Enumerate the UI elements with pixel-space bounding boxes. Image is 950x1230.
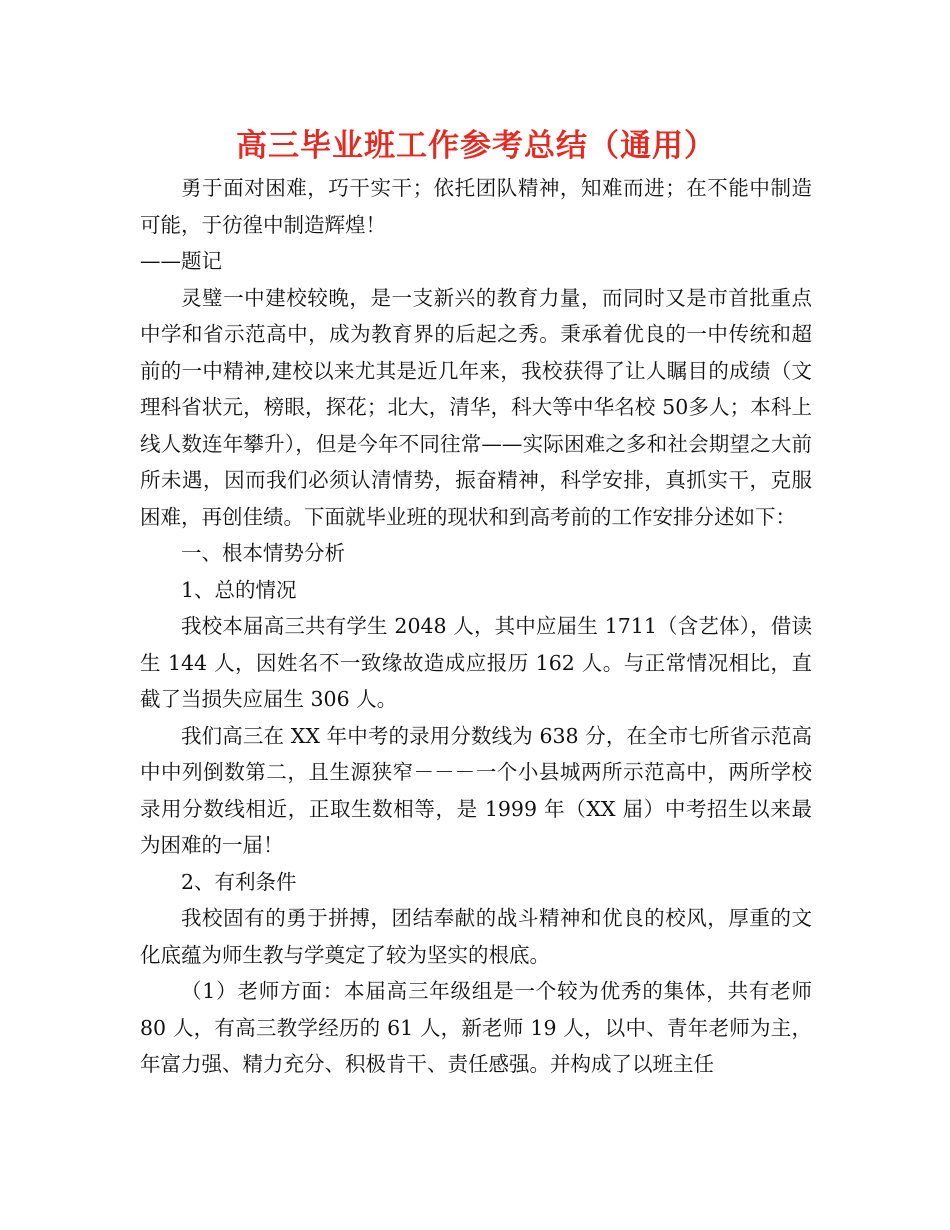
subsection-heading-overall: 1、总的情况	[181, 577, 297, 602]
section-heading-situation: 一、根本情势分析	[181, 541, 345, 565]
document-title: 高三毕业班工作参考总结（通用）	[236, 128, 716, 164]
paragraph-school-spirit: 我校固有的勇于拼搏，团结奉献的战斗精神和优良的校风，厚重的文化底蕴为师生教与学奠定了较为坚实的根底。	[140, 906, 812, 967]
document-content	[140, 122, 812, 1083]
document-body	[140, 170, 812, 1083]
list-item-teachers: （1）老师方面：本届高三年级组是一个较为优秀的集体，共有老师 80 人，有高三教学经历的 61 人，新老师 19 人，以中、青年老师为主，年富力强、精力充分、积极肯干、责任感强。并构成了以班主任	[140, 979, 812, 1076]
paragraph-admission-score: 我们高三在 XX 年中考的录用分数线为 638 分，在全市七所省示范高中中列倒数第二，且生源狭窄－－－一个小县城两所示范高中，两所学校录用分数线相近，正取生数相等，是 1999 年（XX 届）中考招生以来最为困难的一届！	[140, 723, 812, 857]
paragraph-student-count: 我校本届高三共有学生 2048 人，其中应届生 1711（含艺体），借读生 144 人，因姓名不一致缘故造成应报历 162 人。与正常情况相比，直截了当损失应届生 306 人。	[140, 614, 812, 711]
intro-paragraph: 灵璧一中建校较晚，是一支新兴的教育力量，而同时又是市首批重点中学和省示范高中，成为教育界的后起之秀。秉承着优良的一中传统和超前的一中精神,建校以来尤其是近几年来，我校获得了让人瞩目的成绩（文理科省状元，榜眼，探花；北大，清华，科大等中华名校 50多人；本科上线人数连年攀升），但是今年不同往常——实际困难之多和社会期望之大前所未遇，因而我们必须认清情势，振奋精神，科学安排，真抓实干，克服困难，再创佳绩。下面就毕业班的现状和到高考前的工作安排分述如下：	[140, 285, 812, 529]
epigraph: 勇于面对困难，巧干实干；依托团队精神，知难而进；在不能中制造可能，于彷徨中制造辉煌！	[140, 176, 812, 237]
subsection-heading-advantages: 2、有利条件	[181, 869, 297, 894]
epigraph-source: ——题记	[140, 249, 222, 273]
